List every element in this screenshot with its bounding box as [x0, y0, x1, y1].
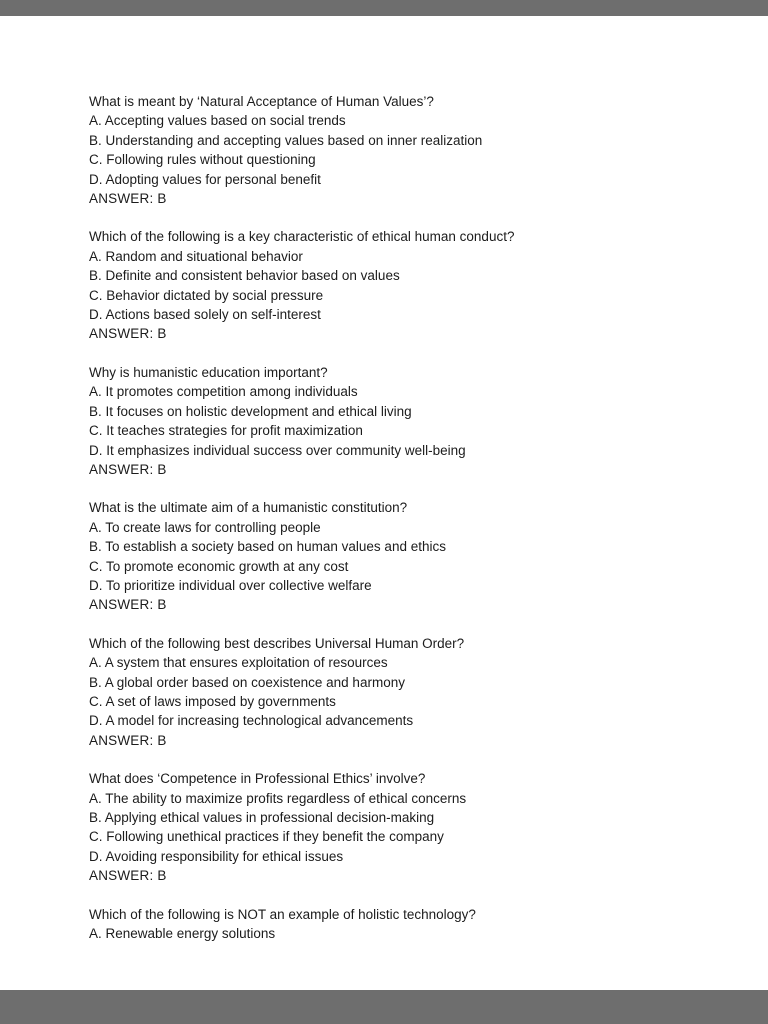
question-block	[89, 769, 688, 885]
option: C. A set of laws imposed by governments	[89, 693, 336, 709]
option: C. Behavior dictated by social pressure	[89, 287, 324, 303]
option: C. Following unethical practices if they benefit the company	[89, 829, 444, 845]
option: B. Understanding and accepting values based on inner realization	[89, 132, 483, 148]
answer-line: ANSWER: B	[89, 326, 167, 342]
question-text: What is meant by ‘Natural Acceptance of Human Values’?	[89, 94, 434, 109]
answer-line: ANSWER: B	[89, 597, 167, 613]
option: B. It focuses on holistic development and ethical living	[89, 403, 412, 419]
option: A. The ability to maximize profits regardless of ethical concerns	[89, 790, 467, 806]
option: C. It teaches strategies for profit maximization	[89, 423, 363, 439]
option: B. Definite and consistent behavior based on values	[89, 268, 400, 284]
option: D. Adopting values for personal benefit	[89, 171, 321, 187]
answer-line: ANSWER: B	[89, 868, 167, 884]
option: D. Actions based solely on self-interest	[89, 307, 321, 323]
question-block	[89, 363, 688, 479]
option: D. To prioritize individual over collective welfare	[89, 577, 372, 593]
option: A. Random and situational behavior	[89, 248, 303, 264]
option: B. A global order based on coexistence and harmony	[89, 674, 405, 690]
answer-line: ANSWER: B	[89, 191, 167, 207]
viewer-top-bar	[0, 0, 768, 16]
question-block	[89, 634, 688, 750]
option: A. To create laws for controlling people	[89, 519, 321, 535]
option: A. Accepting values based on social trends	[89, 113, 346, 129]
question-text: Which of the following is NOT an example of holistic technology?	[89, 906, 476, 922]
question-block	[89, 92, 688, 208]
answer-line: ANSWER: B	[89, 732, 167, 748]
option: B. Applying ethical values in professional decision-making	[89, 810, 435, 825]
question-text: Which of the following is a key characteristic of ethical human conduct?	[89, 229, 515, 245]
question-block	[89, 227, 688, 343]
answer-line: ANSWER: B	[89, 461, 167, 477]
question-block	[89, 498, 688, 614]
document-page	[0, 16, 768, 990]
option: A. It promotes competition among individuals	[89, 384, 358, 400]
option: C. To promote economic growth at any cost	[89, 558, 349, 574]
question-text: What is the ultimate aim of a humanistic constitution?	[89, 500, 408, 516]
option: D. Avoiding responsibility for ethical issues	[89, 848, 344, 864]
option: A. Renewable energy solutions	[89, 926, 276, 942]
option: D. It emphasizes individual success over community well-being	[89, 442, 466, 458]
question-text: Which of the following best describes Universal Human Order?	[89, 635, 465, 651]
question-text: What does ‘Competence in Professional Ethics’ involve?	[89, 771, 426, 787]
question-text: Why is humanistic education important?	[89, 364, 328, 380]
option: B. To establish a society based on human values and ethics	[89, 539, 446, 555]
viewer-bottom-bar	[0, 990, 768, 1024]
option: A. A system that ensures exploitation of resources	[89, 655, 388, 671]
question-block	[89, 905, 688, 944]
option: C. Following rules without questioning	[89, 152, 316, 168]
option: D. A model for increasing technological advancements	[89, 713, 414, 729]
